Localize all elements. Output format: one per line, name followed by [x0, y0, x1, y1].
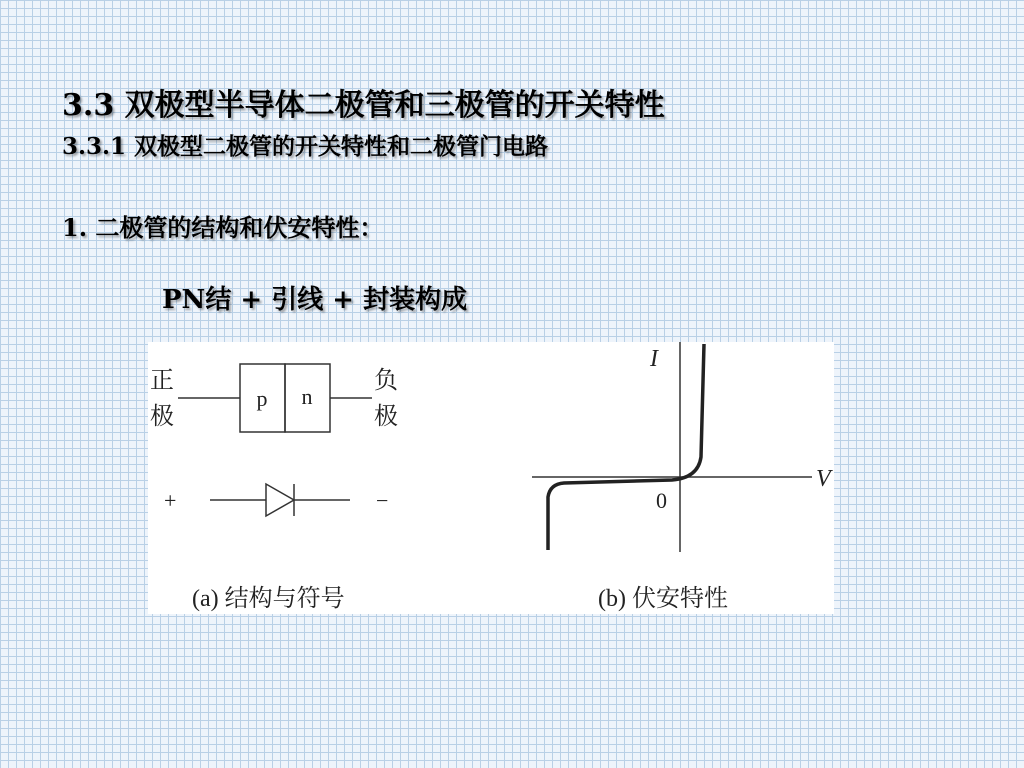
- slide-title: 3.3 双极型半导体二极管和三极管的开关特性: [62, 88, 665, 123]
- diode-figure-svg: [148, 342, 834, 614]
- bullet-point: 1. 二极管的结构和伏安特性：: [62, 213, 384, 242]
- iv-caption: (b) 伏安特性: [598, 586, 728, 612]
- iv-characteristic-chart: [532, 342, 833, 612]
- diode-symbol-icon: [210, 484, 350, 516]
- slide-subtitle: 3.3.1 双极型二极管的开关特性和二极管门电路: [62, 133, 549, 160]
- n-label: n: [301, 384, 313, 409]
- cathode-label-bottom: 极: [374, 404, 398, 430]
- structure-caption: (a) 结构与符号: [192, 586, 345, 612]
- v-axis-label: V: [816, 466, 831, 492]
- composition-formula: PN结 + 引线 + 封装构成: [162, 285, 468, 315]
- plus-sign: +: [164, 488, 177, 513]
- p-label: p: [256, 386, 268, 411]
- origin-label: 0: [656, 488, 667, 513]
- anode-label-bottom: 极: [150, 404, 174, 430]
- diode-structure-diagram: [150, 364, 398, 612]
- anode-label-top: 正: [150, 368, 174, 394]
- cathode-label-top: 负: [374, 368, 398, 394]
- minus-sign: −: [376, 488, 389, 513]
- i-axis-label: I: [650, 346, 658, 372]
- diode-figure: [148, 342, 834, 614]
